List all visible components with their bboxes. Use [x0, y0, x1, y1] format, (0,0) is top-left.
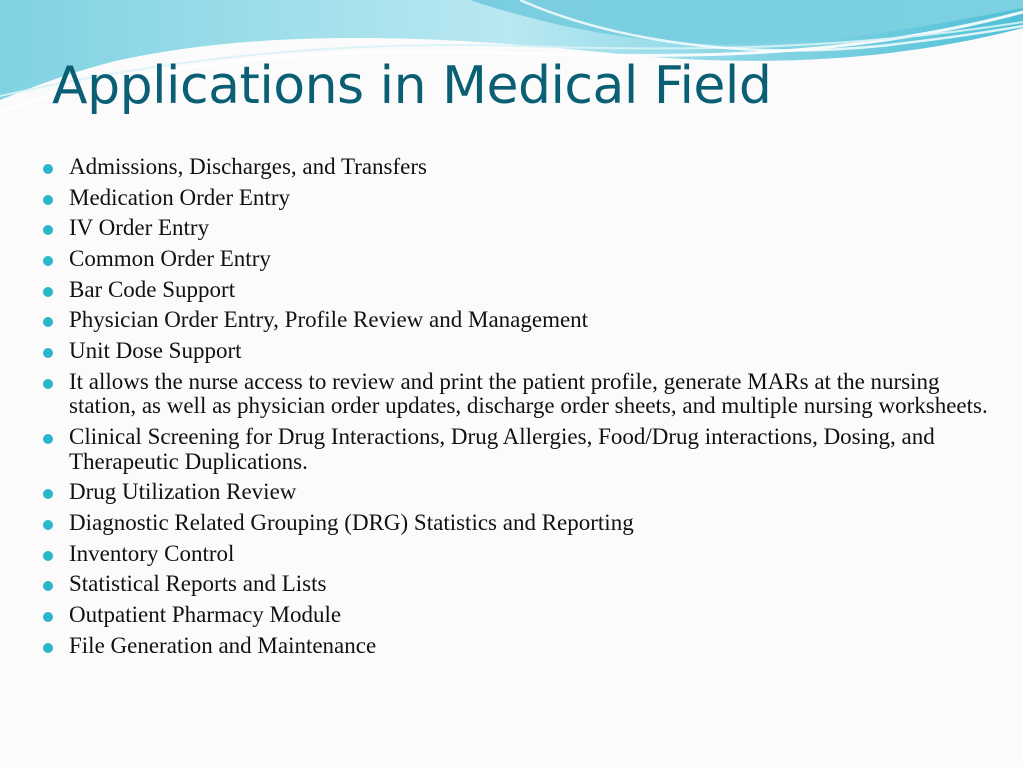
- bullet-item: [43, 216, 993, 241]
- bullet-item: [43, 339, 993, 364]
- bullet-dot-icon: [43, 434, 53, 444]
- slide-title: Applications in Medical Field: [52, 56, 772, 116]
- bullet-item: [43, 542, 993, 567]
- bullet-text: Physician Order Entry, Profile Review and Management: [69, 307, 589, 333]
- bullet-item: [43, 425, 993, 474]
- bullet-item: [43, 511, 993, 536]
- bullet-text: Statistical Reports and Lists: [69, 571, 327, 597]
- bullet-dot-icon: [43, 551, 53, 561]
- bullet-item: [43, 603, 993, 628]
- bullet-dot-icon: [43, 256, 53, 266]
- bullet-dot-icon: [43, 164, 53, 174]
- bullet-dot-icon: [43, 287, 53, 297]
- bullet-item: [43, 634, 993, 659]
- bullet-text: IV Order Entry: [69, 215, 210, 241]
- bullet-text: Medication Order Entry: [69, 184, 290, 210]
- bullet-item: [43, 278, 993, 303]
- bullet-text: Diagnostic Related Grouping (DRG) Statistics and Reporting: [69, 509, 634, 535]
- bullet-text: File Generation and Maintenance: [69, 632, 377, 658]
- bullet-item: [43, 186, 993, 211]
- bullet-dot-icon: [43, 643, 53, 653]
- bullet-text: Inventory Control: [69, 540, 235, 566]
- bullet-item: [43, 480, 993, 505]
- bullet-dot-icon: [43, 581, 53, 591]
- bullet-text: It allows the nurse access to review and print the patient profile, generate MARs at the nursing station, as well as physician order updates, discharge order sheets, and multiple nursing worksheets.: [69, 368, 988, 419]
- bullet-text: Clinical Screening for Drug Interactions, Drug Allergies, Food/Drug interactions, Dosing, and Therapeutic Duplications.: [69, 424, 935, 474]
- bullet-dot-icon: [43, 317, 53, 327]
- bullet-dot-icon: [43, 379, 53, 389]
- bullet-item: [43, 370, 993, 419]
- bullet-text: Common Order Entry: [69, 246, 271, 272]
- bullet-dot-icon: [43, 348, 53, 358]
- bullet-dot-icon: [43, 195, 53, 205]
- bullet-text: Unit Dose Support: [69, 338, 242, 364]
- bullet-text: Drug Utilization Review: [69, 479, 297, 505]
- bullet-text: Admissions, Discharges, and Transfers: [69, 154, 427, 179]
- bullet-dot-icon: [43, 520, 53, 530]
- bullet-dot-icon: [43, 489, 53, 499]
- bullet-list: [43, 155, 993, 664]
- bullet-dot-icon: [43, 225, 53, 235]
- bullet-item: [43, 308, 993, 333]
- bullet-text: Bar Code Support: [69, 276, 236, 302]
- bullet-text: Outpatient Pharmacy Module: [69, 601, 342, 627]
- bullet-item: [43, 155, 993, 180]
- bullet-item: [43, 572, 993, 597]
- bullet-item: [43, 247, 993, 272]
- bullet-dot-icon: [43, 612, 53, 622]
